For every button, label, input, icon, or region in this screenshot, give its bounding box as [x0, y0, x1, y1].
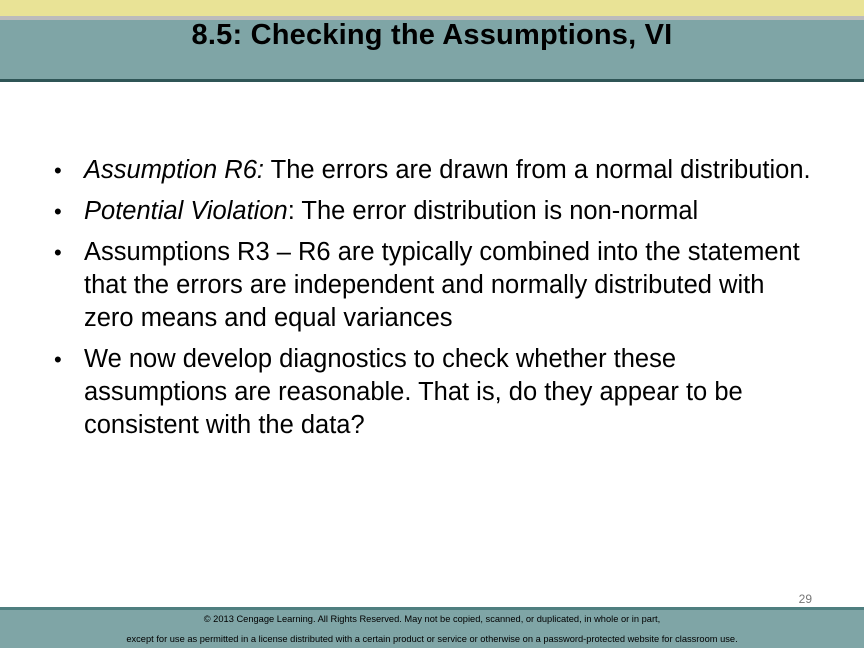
- bullet-text: Assumptions R3 – R6 are typically combined into the statement that the errors are independent and normally distributed with zero means and equal variances: [84, 238, 800, 332]
- bullet-text: : The error distribution is non-normal: [287, 197, 699, 225]
- top-accent-stripe: [0, 0, 864, 16]
- copyright-line-1: © 2013 Cengage Learning. All Rights Reserved. May not be copied, scanned, or duplicated, in whole or in part,: [203, 614, 661, 624]
- bullet-item-3: [48, 236, 818, 335]
- bullet-text: The errors are drawn from a normal distribution.: [264, 156, 811, 184]
- bullet-lead: Assumption R6:: [84, 156, 264, 184]
- copyright-line-2: except for use as permitted in a license distributed with a certain product or service or otherwise on a password-protected website for classroom use.: [126, 634, 738, 644]
- bullet-item-1: [48, 154, 818, 187]
- page-number: 29: [798, 592, 812, 606]
- bullet-item-4: [48, 343, 818, 442]
- bullet-item-2: [48, 195, 818, 228]
- bullet-dot: •: [54, 240, 62, 265]
- bullet-dot: •: [54, 199, 62, 224]
- bullet-lead: Potential Violation: [84, 197, 288, 225]
- bullet-text: We now develop diagnostics to check whether these assumptions are reasonable. That is, do they appear to be consistent with the data?: [84, 345, 743, 439]
- bullet-dot: •: [54, 347, 62, 372]
- bullet-dot: •: [54, 158, 62, 183]
- bullet-list: [48, 154, 818, 450]
- slide-title: 8.5: Checking the Assumptions, VI: [191, 19, 673, 51]
